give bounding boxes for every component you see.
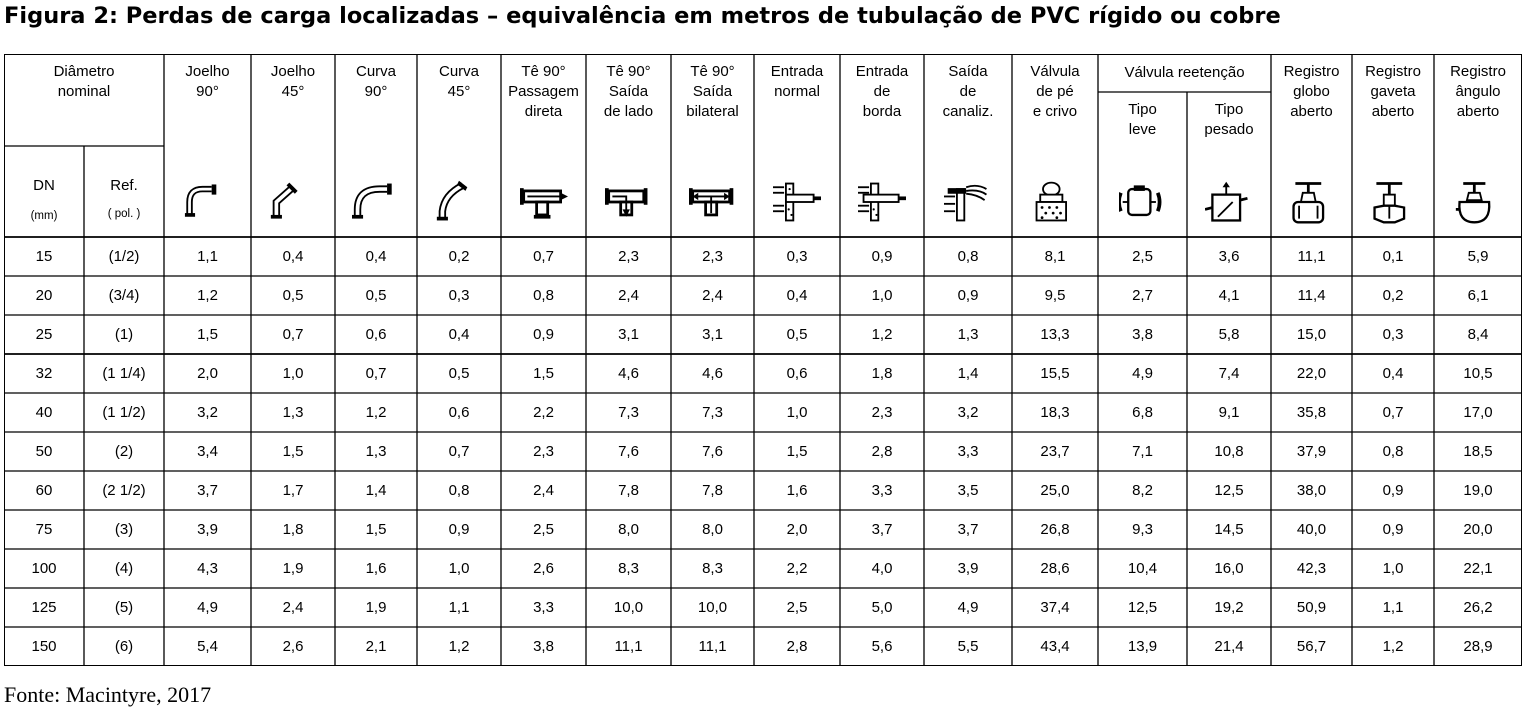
value-cell: 35,8	[1296, 404, 1327, 421]
value-cell: 2,1	[365, 638, 387, 655]
value-cell: 2,8	[871, 443, 893, 460]
value-cell: 42,3	[1296, 560, 1327, 577]
value-cell: 7,6	[702, 443, 723, 460]
value-cell: 3,3	[871, 482, 893, 499]
value-cell: 20,0	[1463, 521, 1493, 538]
column-header: Saída de canaliz.	[942, 63, 994, 120]
dn-cell: 25	[35, 326, 53, 343]
value-cell: 0,4	[365, 248, 387, 265]
value-cell: 0,9	[448, 521, 470, 538]
value-cell: 1,6	[365, 560, 387, 577]
value-cell: 7,4	[1218, 365, 1240, 382]
value-cell: 10,8	[1214, 443, 1244, 460]
foot-valve-icon	[1031, 180, 1079, 224]
value-cell: 0,7	[533, 248, 554, 265]
value-cell: 9,1	[1218, 404, 1240, 421]
value-cell: 2,3	[702, 248, 723, 265]
value-cell: 40,0	[1296, 521, 1327, 538]
value-cell: 1,6	[786, 482, 808, 499]
value-cell: 12,5	[1127, 599, 1158, 616]
column-header: Joelho 90°	[185, 63, 230, 100]
value-cell: 2,5	[533, 521, 554, 538]
value-cell: 8,0	[618, 521, 639, 538]
value-cell: 3,2	[957, 404, 979, 421]
dn-cell: 60	[35, 482, 53, 499]
value-cell: 2,5	[786, 599, 808, 616]
value-cell: 8,0	[702, 521, 723, 538]
column-header: Tê 90° Passagem direta	[508, 63, 579, 120]
value-cell: 12,5	[1214, 482, 1244, 499]
value-cell: 1,3	[365, 443, 387, 460]
value-cell: 1,1	[1382, 599, 1404, 616]
value-cell: 10,0	[613, 599, 644, 616]
value-cell: 1,8	[282, 521, 304, 538]
value-cell: 0,1	[1382, 248, 1404, 265]
globe-valve-icon	[1288, 180, 1336, 224]
value-cell: 2,5	[1132, 248, 1153, 265]
value-cell: 5,6	[871, 638, 893, 655]
value-cell: 17,0	[1463, 404, 1493, 421]
value-cell: 3,6	[1218, 248, 1240, 265]
column-header: Tê 90° Saída bilateral	[686, 63, 739, 120]
heavy-check-valve-icon	[1205, 180, 1253, 224]
edge-inlet-icon	[858, 180, 906, 224]
value-cell: 26,8	[1040, 521, 1070, 538]
value-cell: 7,3	[702, 404, 723, 421]
value-cell: 38,0	[1296, 482, 1327, 499]
value-cell: 8,4	[1467, 326, 1489, 343]
value-cell: 3,8	[533, 638, 554, 655]
header-ref-unit: ( pol. )	[107, 207, 141, 220]
value-cell: 28,9	[1463, 638, 1493, 655]
header-ref: Ref.	[110, 176, 138, 194]
value-cell: 4,6	[702, 365, 723, 382]
gate-valve-icon	[1369, 180, 1417, 224]
value-cell: 2,2	[786, 560, 808, 577]
ref-cell: (1 1/2)	[102, 404, 146, 421]
value-cell: 3,1	[618, 326, 639, 343]
value-cell: 6,1	[1467, 287, 1489, 304]
value-cell: 0,3	[1382, 326, 1404, 343]
value-cell: 18,3	[1040, 404, 1070, 421]
ref-cell: (2)	[114, 443, 134, 460]
value-cell: 9,3	[1132, 521, 1153, 538]
value-cell: 0,6	[786, 365, 808, 382]
value-cell: 1,2	[365, 404, 387, 421]
value-cell: 50,9	[1296, 599, 1327, 616]
value-cell: 0,2	[448, 248, 470, 265]
column-header: Válvula de pé e crivo	[1030, 63, 1080, 120]
tee-straight-icon	[520, 180, 568, 224]
dn-cell: 125	[31, 599, 57, 616]
value-cell: 1,7	[282, 482, 304, 499]
value-cell: 0,8	[533, 287, 554, 304]
value-cell: 3,9	[957, 560, 979, 577]
value-cell: 2,4	[702, 287, 723, 304]
value-cell: 0,6	[448, 404, 470, 421]
value-cell: 0,9	[1382, 482, 1404, 499]
value-cell: 0,6	[365, 326, 387, 343]
value-cell: 37,9	[1296, 443, 1327, 460]
ref-cell: (2 1/2)	[102, 482, 146, 499]
value-cell: 6,8	[1132, 404, 1153, 421]
value-cell: 1,1	[197, 248, 218, 265]
value-cell: 8,2	[1132, 482, 1153, 499]
header-dn: DN	[33, 176, 55, 194]
value-cell: 19,2	[1214, 599, 1244, 616]
value-cell: 4,3	[197, 560, 218, 577]
ref-cell: (1)	[114, 326, 134, 343]
value-cell: 0,7	[282, 326, 304, 343]
value-cell: 1,8	[871, 365, 893, 382]
elbow-90-icon	[184, 180, 232, 224]
value-cell: 1,9	[365, 599, 387, 616]
pipe-outlet-icon	[944, 180, 992, 224]
dn-cell: 32	[35, 365, 53, 382]
value-cell: 4,9	[1132, 365, 1153, 382]
column-header: Entrada de borda	[855, 63, 909, 120]
value-cell: 15,5	[1040, 365, 1070, 382]
value-cell: 3,7	[957, 521, 979, 538]
value-cell: 1,4	[957, 365, 979, 382]
value-cell: 1,4	[365, 482, 387, 499]
column-header: Registro gaveta aberto	[1365, 63, 1421, 120]
column-header: Registro ângulo aberto	[1450, 63, 1506, 120]
value-cell: 0,3	[786, 248, 808, 265]
value-cell: 2,0	[197, 365, 218, 382]
value-cell: 2,4	[282, 599, 304, 616]
dn-cell: 150	[31, 638, 57, 655]
column-header: Curva 45°	[438, 63, 479, 100]
header-nominal-diameter: Diâmetro nominal	[53, 63, 115, 100]
value-cell: 2,0	[786, 521, 808, 538]
value-cell: 11,4	[1297, 287, 1326, 304]
column-header: Joelho 45°	[270, 63, 316, 100]
column-header: Registro globo aberto	[1283, 63, 1340, 120]
value-cell: 11,1	[614, 638, 643, 655]
value-cell: 3,5	[957, 482, 979, 499]
value-cell: 23,7	[1040, 443, 1070, 460]
value-cell: 0,4	[786, 287, 808, 304]
dn-cell: 40	[35, 404, 53, 421]
angle-valve-icon	[1454, 180, 1502, 224]
value-cell: 0,5	[786, 326, 808, 343]
ref-cell: (4)	[114, 560, 134, 577]
ref-cell: (6)	[114, 638, 134, 655]
value-cell: 25,0	[1040, 482, 1070, 499]
value-cell: 10,5	[1463, 365, 1493, 382]
value-cell: 7,1	[1132, 443, 1153, 460]
value-cell: 1,9	[282, 560, 304, 577]
value-cell: 8,1	[1044, 248, 1066, 265]
value-cell: 2,8	[786, 638, 808, 655]
value-cell: 0,8	[448, 482, 470, 499]
value-cell: 0,5	[282, 287, 304, 304]
value-cell: 0,4	[1382, 365, 1404, 382]
value-cell: 4,6	[618, 365, 639, 382]
value-cell: 0,3	[448, 287, 470, 304]
value-cell: 1,0	[448, 560, 470, 577]
value-cell: 22,1	[1463, 560, 1493, 577]
value-cell: 2,2	[533, 404, 554, 421]
value-cell: 0,9	[1382, 521, 1404, 538]
value-cell: 1,2	[448, 638, 470, 655]
ref-cell: (3)	[114, 521, 134, 538]
value-cell: 5,9	[1467, 248, 1489, 265]
value-cell: 1,1	[448, 599, 470, 616]
value-cell: 3,4	[197, 443, 218, 460]
value-cell: 2,3	[533, 443, 554, 460]
ref-cell: (1 1/4)	[102, 365, 146, 382]
value-cell: 18,5	[1463, 443, 1493, 460]
value-cell: 10,0	[697, 599, 728, 616]
value-cell: 4,1	[1218, 287, 1240, 304]
dn-cell: 20	[35, 287, 53, 304]
dn-cell: 50	[35, 443, 53, 460]
value-cell: 7,6	[618, 443, 639, 460]
value-cell: 4,9	[957, 599, 979, 616]
dn-cell: 100	[31, 560, 57, 577]
ref-cell: (3/4)	[108, 287, 140, 304]
source-note: Fonte: Macintyre, 2017	[4, 682, 212, 707]
value-cell: 0,2	[1382, 287, 1404, 304]
tee-side-icon	[605, 180, 653, 224]
value-cell: 19,0	[1463, 482, 1493, 499]
value-cell: 10,4	[1127, 560, 1158, 577]
value-cell: 1,5	[533, 365, 554, 382]
value-cell: 1,5	[197, 326, 218, 343]
value-cell: 15,0	[1296, 326, 1327, 343]
figure-title: Figura 2: Perdas de carga localizadas – equivalência em metros de tubulação de PVC rígido ou cobre	[4, 3, 1281, 29]
value-cell: 1,0	[282, 365, 304, 382]
value-cell: 43,4	[1040, 638, 1070, 655]
ref-cell: (5)	[114, 599, 134, 616]
value-cell: 7,8	[618, 482, 639, 499]
column-header: Curva 90°	[355, 63, 396, 100]
value-cell: 3,2	[197, 404, 218, 421]
value-cell: 0,5	[448, 365, 470, 382]
dn-cell: 15	[35, 248, 53, 265]
value-cell: 37,4	[1040, 599, 1070, 616]
value-cell: 3,1	[702, 326, 723, 343]
normal-inlet-icon	[773, 180, 821, 224]
value-cell: 2,4	[533, 482, 554, 499]
elbow-45-icon	[269, 180, 317, 224]
ref-cell: (1/2)	[108, 248, 140, 265]
value-cell: 0,4	[282, 248, 304, 265]
value-cell: 11,1	[1297, 248, 1326, 265]
value-cell: 2,3	[871, 404, 893, 421]
value-cell: 4,0	[871, 560, 893, 577]
column-header: Tipo leve	[1128, 101, 1157, 138]
value-cell: 0,4	[448, 326, 470, 343]
value-cell: 0,9	[957, 287, 979, 304]
value-cell: 0,5	[365, 287, 387, 304]
value-cell: 11,1	[698, 638, 727, 655]
value-cell: 2,4	[618, 287, 639, 304]
value-cell: 56,7	[1296, 638, 1327, 655]
header-check-valve-group: Válvula reetenção	[1124, 64, 1245, 81]
value-cell: 21,4	[1214, 638, 1244, 655]
value-cell: 1,2	[197, 287, 218, 304]
value-cell: 14,5	[1214, 521, 1244, 538]
value-cell: 13,3	[1040, 326, 1070, 343]
value-cell: 3,8	[1132, 326, 1153, 343]
column-header: Entrada normal	[770, 63, 824, 100]
value-cell: 5,4	[197, 638, 218, 655]
value-cell: 28,6	[1040, 560, 1070, 577]
value-cell: 0,8	[1382, 443, 1404, 460]
value-cell: 0,9	[871, 248, 893, 265]
value-cell: 0,7	[1382, 404, 1404, 421]
value-cell: 7,3	[618, 404, 639, 421]
value-cell: 0,7	[365, 365, 387, 382]
value-cell: 1,0	[871, 287, 893, 304]
header-dn-unit: (mm)	[30, 209, 58, 222]
value-cell: 1,3	[957, 326, 979, 343]
column-header: Tê 90° Saída de lado	[603, 63, 654, 120]
tee-bilateral-icon	[689, 180, 737, 224]
value-cell: 7,8	[702, 482, 723, 499]
value-cell: 5,0	[871, 599, 893, 616]
value-cell: 3,3	[533, 599, 554, 616]
value-cell: 3,9	[197, 521, 218, 538]
value-cell: 2,3	[618, 248, 639, 265]
value-cell: 1,0	[1382, 560, 1404, 577]
value-cell: 22,0	[1296, 365, 1327, 382]
value-cell: 1,5	[365, 521, 387, 538]
light-check-valve-icon	[1119, 180, 1167, 224]
value-cell: 2,6	[282, 638, 304, 655]
value-cell: 2,7	[1132, 287, 1153, 304]
value-cell: 1,3	[282, 404, 304, 421]
value-cell: 1,2	[1382, 638, 1404, 655]
value-cell: 3,7	[871, 521, 893, 538]
head-loss-table	[4, 54, 1522, 666]
bend-90-icon	[352, 180, 400, 224]
value-cell: 8,3	[702, 560, 723, 577]
value-cell: 9,5	[1044, 287, 1066, 304]
value-cell: 1,5	[282, 443, 304, 460]
value-cell: 4,9	[197, 599, 218, 616]
value-cell: 3,7	[197, 482, 218, 499]
value-cell: 3,3	[957, 443, 979, 460]
bend-45-icon	[435, 180, 483, 224]
value-cell: 16,0	[1214, 560, 1244, 577]
value-cell: 2,6	[533, 560, 554, 577]
value-cell: 0,8	[957, 248, 979, 265]
value-cell: 1,5	[786, 443, 808, 460]
column-header: Tipo pesado	[1204, 101, 1254, 138]
value-cell: 1,2	[871, 326, 893, 343]
value-cell: 8,3	[618, 560, 639, 577]
value-cell: 0,7	[448, 443, 470, 460]
value-cell: 1,0	[786, 404, 808, 421]
value-cell: 13,9	[1127, 638, 1158, 655]
value-cell: 26,2	[1463, 599, 1493, 616]
dn-cell: 75	[35, 521, 53, 538]
value-cell: 0,9	[533, 326, 554, 343]
value-cell: 5,5	[957, 638, 979, 655]
value-cell: 5,8	[1218, 326, 1240, 343]
